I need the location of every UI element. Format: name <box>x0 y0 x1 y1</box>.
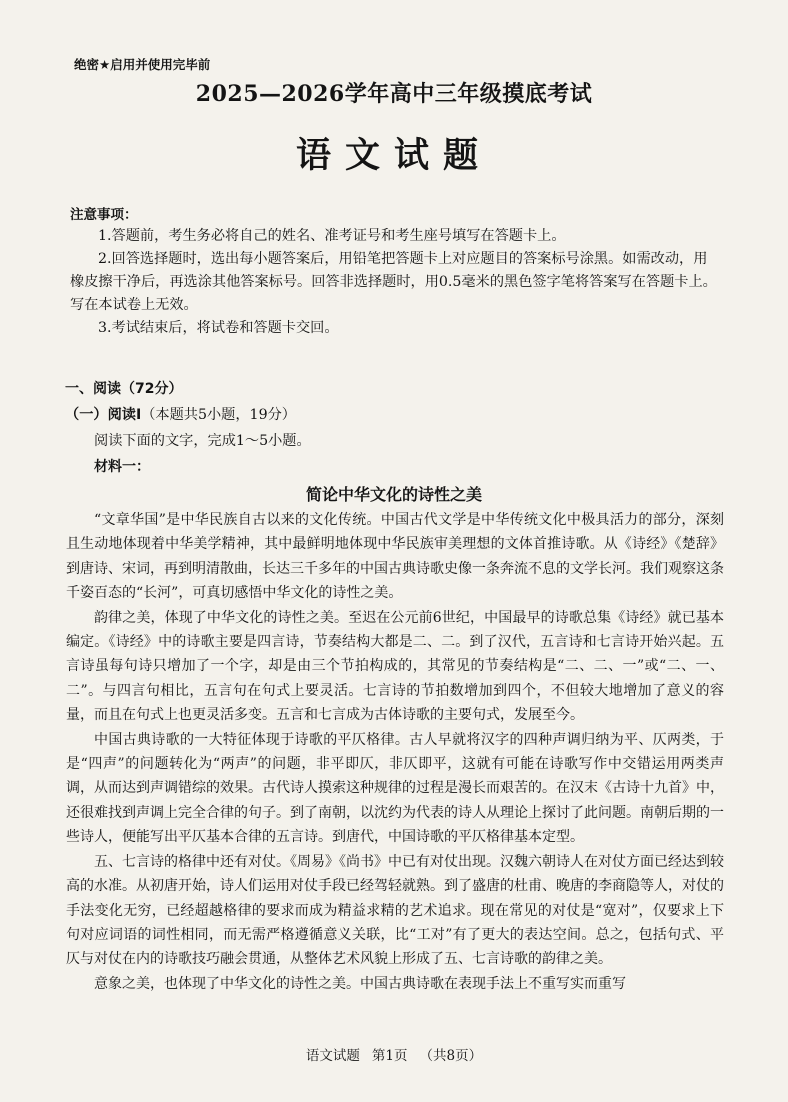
subsection-info: （本题共5小题，19分） <box>141 407 296 423</box>
article-paragraph: 中国古典诗歌的一大特征体现于诗歌的平仄格律。古人早就将汉字的四种声调归纳为平、仄两类，于是“四声”的问题转化为“两声”的问题，非平即仄，非仄即平，这就有可能在诗歌写作中交错运用两类声调，从而达到声调错综的效果。古代诗人摸索这种规律的过程是漫长而艰苦的。在汉末《古诗十九首》中，还很难找到声调上完全合律的句子。到了南朝，以沈约为代表的诗人从理论上探讨了此问题。南朝后期的一些诗人，便能写出平仄基本合律的五言诗。到唐代，中国诗歌的平仄格律基本定型。 <box>66 731 724 846</box>
material-label: 材料一： <box>94 459 150 475</box>
footer-total-pages: （共8页） <box>419 1048 483 1064</box>
article-paragraph: 韵律之美，体现了中华文化的诗性之美。至迟在公元前6世纪，中国最早的诗歌总集《诗经》就已基本编定。《诗经》中的诗歌主要是四言诗，节奏结构大都是二、二。到了汉代，五言诗和七言诗开始兴起。五言诗虽每句诗只增加了一个字，却是由三个节拍构成的，其常见的节奏结构是“二、二、一”或“二、一、二”。与四言句相比，五言句在句式上要灵活。七言诗的节拍数增加到四个，不但较大地增加了意义的容量，而且在句式上也更灵活多变。五言和七言成为古体诗歌的主要句式，发展至今。 <box>66 609 724 724</box>
article-paragraph: 五、七言诗的格律中还有对仗。《周易》《尚书》中已有对仗出现。汉魏六朝诗人在对仗方面已经达到较高的水准。从初唐开始，诗人们运用对仗手段已经驾轻就熟。到了盛唐的杜甫、晚唐的李商隐等人，对仗的手法变化无穷，已经超越格律的要求而成为精益求精的艺术追求。现在常见的对仗是“宽对”，仅要求上下句对应词语的词性相同，而无需严格遵循意义关联，比“工对”有了更大的表达空间。总之，包括句式、平仄与对仗在内的诗歌技巧融会贯通，从整体艺术风貌上形成了五、七言诗歌的韵律之美。 <box>66 853 724 968</box>
article-body <box>66 508 724 996</box>
notes-list <box>70 225 720 340</box>
confidential-mark: 绝密★启用并使用完毕前 <box>74 57 211 72</box>
subject-title: 语文试题 <box>295 136 492 176</box>
note-item: 3.考试结束后，将试卷和答题卡交回。 <box>98 320 339 336</box>
article-paragraph: “文章华国”是中华民族自古以来的文化传统。中国古代文学是中华传统文化中极具活力的部分，深刻且生动地体现着中华美学精神，其中最鲜明地体现中华民族审美理想的文体首推诗歌。从《诗经》《楚辞》到唐诗、宋词，再到明清散曲，长达三千多年的中国古典诗歌史像一条奔流不息的文学长河。我们观察这条千姿百态的“长河”，可真切感悟中华文化的诗性之美。 <box>66 512 724 602</box>
note-item: 1.答题前，考生务必将自己的姓名、准考证号和考生座号填写在答题卡上。 <box>98 228 566 244</box>
article-title: 简论中华文化的诗性之美 <box>305 485 482 504</box>
note-item: 2.回答选择题时，选出每小题答案后，用铅笔把答题卡上对应题目的答案标号涂黑。如需改动，用橡皮擦干净后，再选涂其他答案标号。回答非选择题时，用0.5毫米的黑色签字笔将答案写在答题卡上。写在本试卷上无效。 <box>70 251 717 313</box>
article-paragraph: 意象之美，也体现了中华文化的诗性之美。中国古典诗歌在表现手法上不重写实而重写 <box>94 975 626 992</box>
part-heading: 一、阅读（72分） <box>65 381 183 397</box>
subsection-label: （一）阅读Ⅰ <box>65 407 142 423</box>
footer-subject: 语文试题 <box>305 1048 360 1064</box>
footer-page-number: 第1页 <box>371 1048 408 1064</box>
notes-heading: 注意事项： <box>70 207 138 223</box>
reading-instruction: 阅读下面的文字，完成1～5小题。 <box>94 433 311 449</box>
subsection-heading <box>65 404 296 424</box>
page-footer <box>0 1044 788 1064</box>
exam-title: 2025—2026学年高中三年级摸底考试 <box>195 81 593 107</box>
